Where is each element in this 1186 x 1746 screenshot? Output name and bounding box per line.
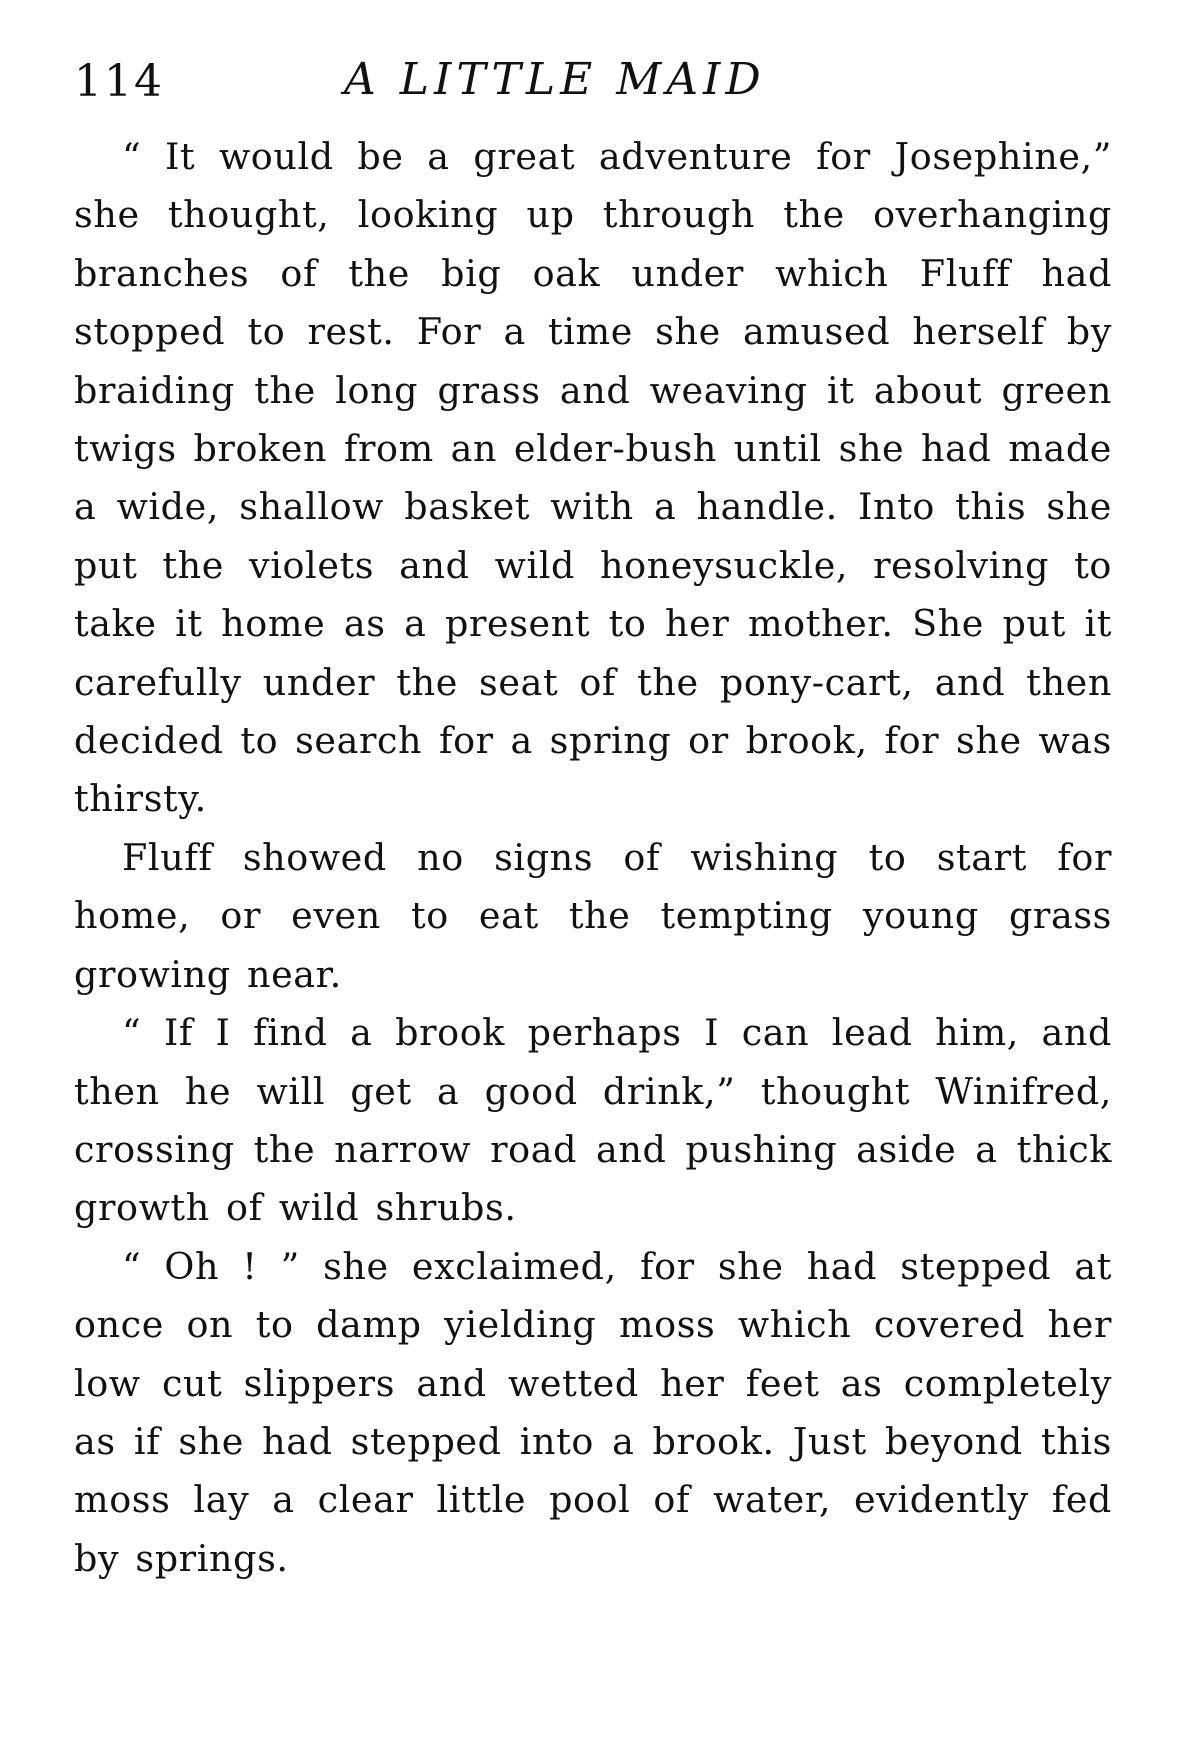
paragraph-4: “ Oh ! ” she exclaimed, for she had stepped at once on to damp yielding moss which covered her low cut slippers and wetted her feet as completely as if she had stepped into a brook. Just beyond this moss lay a clear little pool of water, evidently fed by springs.: [74, 1244, 1112, 1580]
running-head: [74, 50, 1112, 128]
page-number: 114: [74, 56, 164, 107]
paragraph-1: “ It would be a great adventure for Josephine,” she thought, looking up through the overhanging branches of the big oak under which Fluff had stopped to rest. For a time she amused herself by braiding the long grass and weaving it about green twigs broken from an elder-bush until she had made a wide, shallow basket with a handle. Into this she put the violets and wild honeysuckle, resolving to take it home as a present to her mother. She put it carefully under the seat of the pony-cart, and then decided to search for a spring or brook, for she was thirsty.: [74, 135, 1112, 821]
book-page: [74, 50, 1112, 1588]
paragraph-2: Fluff showed no signs of wishing to start for home, or even to eat the tempting young grass growing near.: [74, 835, 1112, 996]
text-body: [74, 128, 1112, 1588]
paragraph-3: “ If I find a brook perhaps I can lead him, and then he will get a good drink,” thought Winifred, crossing the narrow road and pushing aside a thick growth of wild shrubs.: [74, 1011, 1112, 1230]
running-title: A LITTLE MAID: [344, 54, 766, 105]
